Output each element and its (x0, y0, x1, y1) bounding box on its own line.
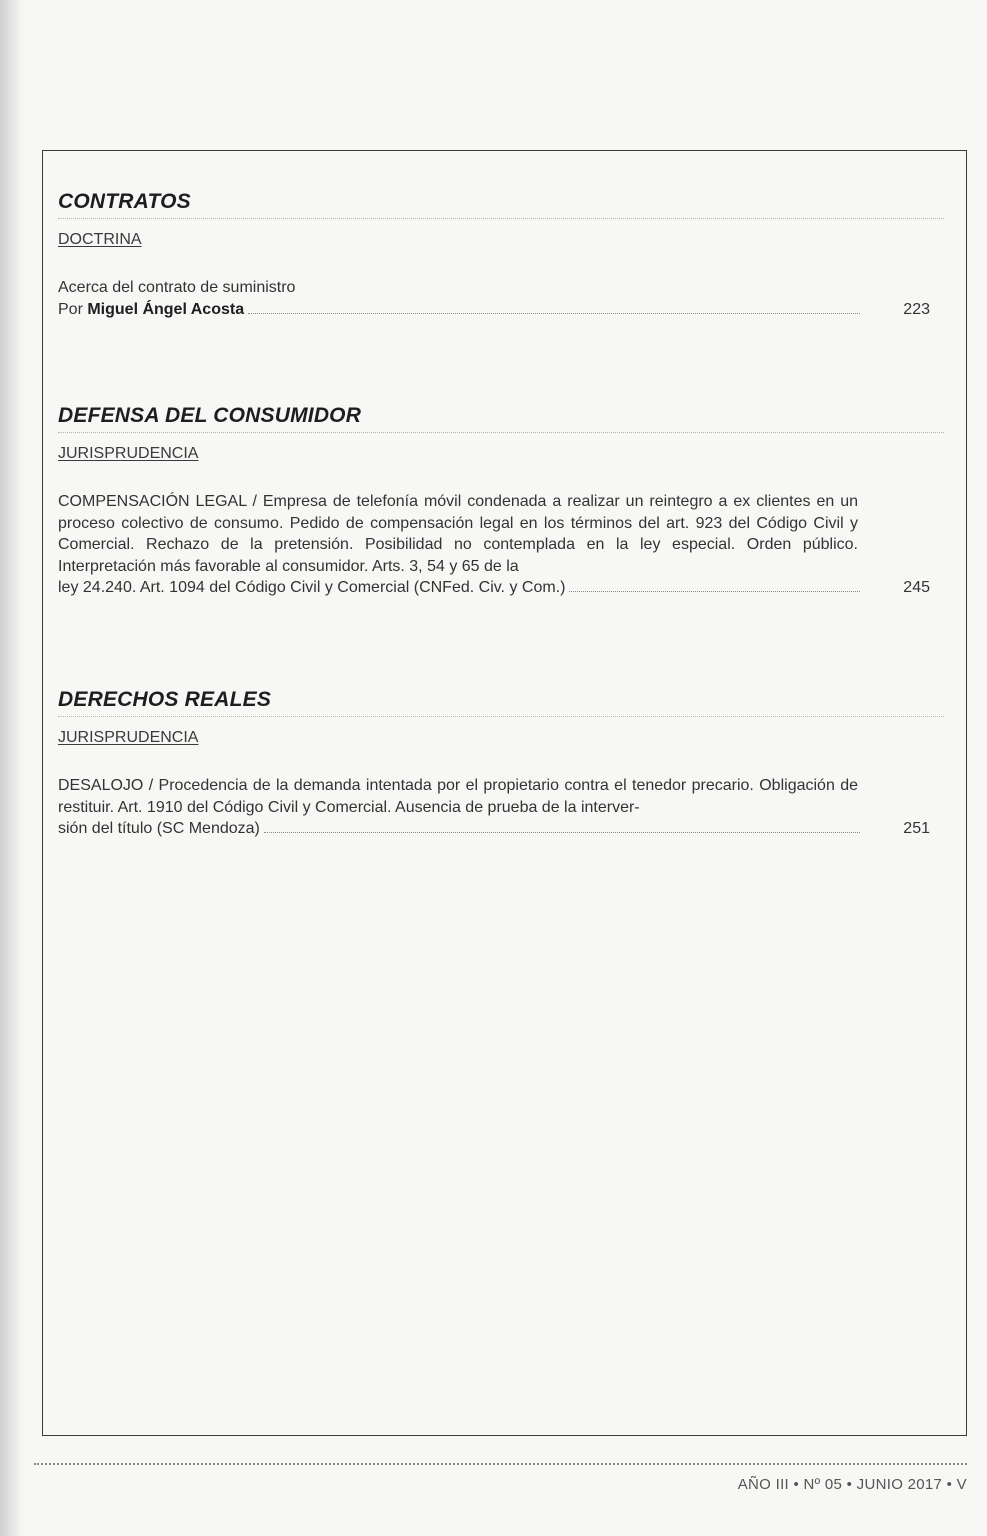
page-spine-shadow (0, 0, 22, 1536)
entry-last-line (58, 818, 930, 840)
section-defensa-del-consumidor (58, 404, 944, 599)
page-number: 223 (903, 300, 930, 318)
page-number: 251 (903, 820, 930, 837)
author-name: Miguel Ángel Acosta (87, 300, 245, 318)
leader-dots (248, 313, 860, 314)
entry-title: Acerca del contrato de suministro (58, 279, 296, 296)
section-subtitle: JURISPRUDENCIA (58, 445, 199, 462)
leader-dots (264, 832, 860, 833)
section-subtitle: DOCTRINA (58, 231, 142, 248)
toc-entry (58, 491, 930, 599)
entry-author-wrap (58, 299, 244, 321)
leader-dots (569, 591, 860, 592)
section-derechos-reales (58, 688, 944, 840)
section-subtitle: JURISPRUDENCIA (58, 729, 199, 746)
author-prefix: Por (58, 300, 88, 318)
toc-entry (58, 775, 930, 840)
section-contratos (58, 190, 944, 320)
entry-text: COMPENSACIÓN LEGAL / Empresa de telefonía móvil condenada a realizar un reintegro a ex clientes en un proceso colectivo de consumo. Pedido de compensación legal en los términos del art. 923 del Código Civil y Comercial. Rechazo de la pretensión. Posibilidad no contemplada en la ley especial. Orden público. Interpretación más favorable al consumidor. Arts. 3, 54 y 65 de la (58, 493, 858, 575)
section-title: CONTRATOS (58, 190, 944, 219)
footer-divider (34, 1463, 967, 1465)
page-footer: AÑO III • Nº 05 • JUNIO 2017 • V (737, 1476, 967, 1493)
toc-entry (58, 277, 930, 320)
section-title: DERECHOS REALES (58, 688, 944, 717)
entry-author-line (58, 299, 930, 321)
entry-last-line (58, 577, 930, 599)
entry-last-text: ley 24.240. Art. 1094 del Código Civil y Comercial (CNFed. Civ. y Com.) (58, 579, 566, 596)
page-number: 245 (903, 579, 930, 596)
section-title: DEFENSA DEL CONSUMIDOR (58, 404, 944, 433)
entry-text: DESALOJO / Procedencia de la demanda intentada por el propietario contra el tenedor precario. Obligación de restituir. Art. 1910 del Código Civil y Comercial. Ausencia de prueba de la interver- (58, 777, 858, 816)
entry-last-text: sión del título (SC Mendoza) (58, 820, 260, 837)
